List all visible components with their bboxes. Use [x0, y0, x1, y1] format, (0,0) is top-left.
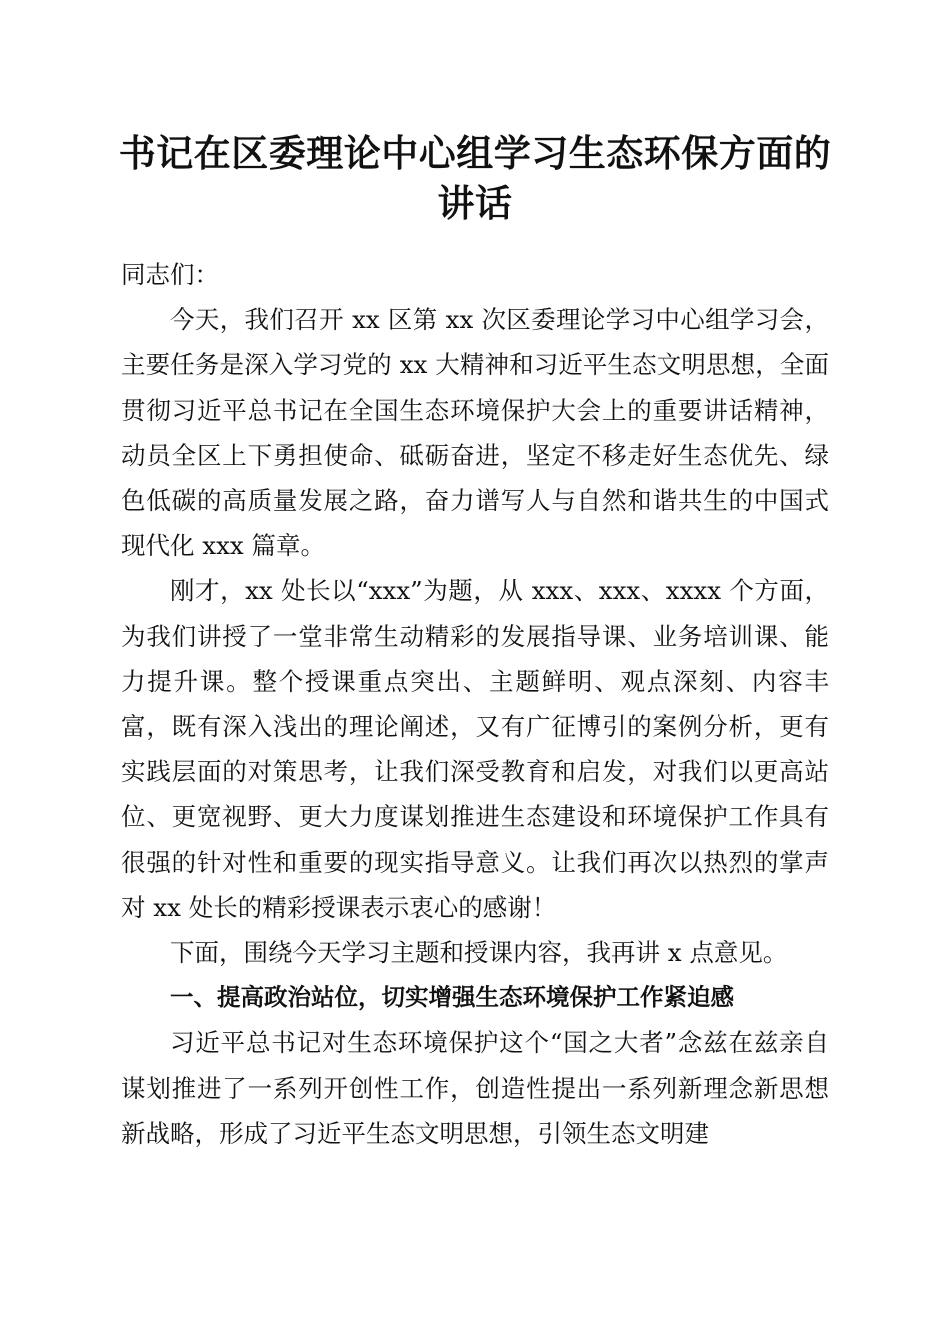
paragraph-transition: 下面，围绕今天学习主题和授课内容，我再讲 x 点意见。 — [170, 938, 788, 968]
document-body — [121, 252, 829, 1156]
paragraph-opening: 今天，我们召开 xx 区第 xx 次区委理论学习中心组学习会，主要任务是深入学习党的 xx 大精神和习近平生态文明思想，全面贯彻习近平总书记在全国生态环境保护大会上的重要讲话精神，动员全区上下勇担使命、砥砺奋进，坚定不移走好生态优先、绿色低碳的高质量发展之路，奋力谱写人与自然和谐共生的中国式现代化 xxx 篇章。 — [121, 305, 829, 561]
salutation: 同志们： — [121, 260, 219, 289]
paragraph-lecture-review: 刚才，xx 处长以“xxx”为题，从 xxx、xxx、xxxx 个方面，为我们讲授了一堂非常生动精彩的发展指导课、业务培训课、能力提升课。整个授课重点突出、主题鲜明、观点深刻、内容丰富，既有深入浅出的理论阐述，又有广征博引的案例分析，更有实践层面的对策思考，让我们深受教育和启发，对我们以更高站位、更宽视野、更大力度谋划推进生态建设和环境保护工作具有很强的针对性和重要的现实指导意义。让我们再次以热烈的掌声对 xx 处长的精彩授课表示衷心的感谢！ — [121, 576, 829, 922]
section-heading: 一、提高政治站位，切实增强生态环境保护工作紧迫感 — [170, 983, 734, 1012]
document-title: 书记在区委理论中心组学习生态环保方面的讲话 — [118, 131, 832, 225]
section-paragraph: 习近平总书记对生态环境保护这个“国之大者”念兹在兹亲自谋划推进了一系列开创性工作，创造性提出一系列新理念新思想新战略，形成了习近平生态文明思想，引领生态文明建 — [121, 1028, 829, 1148]
